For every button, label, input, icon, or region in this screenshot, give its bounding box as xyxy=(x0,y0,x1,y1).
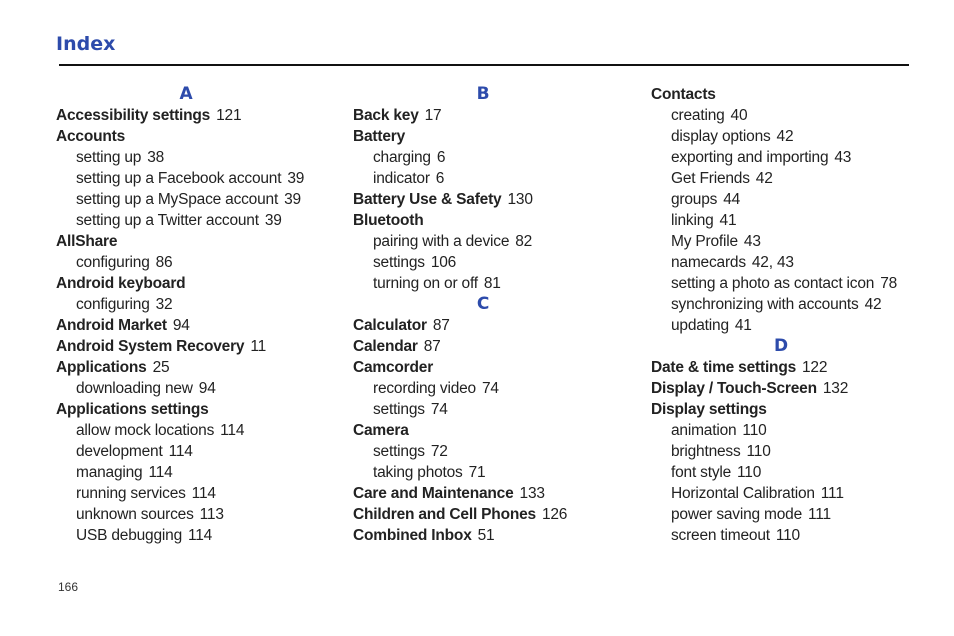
entry-page-ref: 38 xyxy=(147,149,165,166)
entry-page-ref: 114 xyxy=(148,464,173,481)
index-entry xyxy=(651,357,921,378)
entry-page-ref: 86 xyxy=(155,254,173,271)
entry-term: Care and Maintenance xyxy=(353,485,514,502)
entry-term: display options xyxy=(671,128,771,145)
index-subentry xyxy=(56,189,326,210)
index-entry xyxy=(353,504,623,525)
index-column-3 xyxy=(651,84,921,546)
page-title: Index xyxy=(56,33,116,55)
index-subentry xyxy=(353,441,623,462)
index-subentry xyxy=(651,231,921,252)
index-entry xyxy=(353,126,623,147)
index-subentry xyxy=(651,126,921,147)
entry-term: setting up xyxy=(76,149,142,166)
index-subentry xyxy=(353,462,623,483)
entry-term: Date & time settings xyxy=(651,359,797,376)
index-subentry xyxy=(353,378,623,399)
index-entry xyxy=(56,399,326,420)
index-subentry xyxy=(651,189,921,210)
index-subentry xyxy=(56,420,326,441)
entry-term: Display / Touch-Screen xyxy=(651,380,817,397)
section-letter: C xyxy=(476,294,490,314)
index-subentry xyxy=(56,294,326,315)
index-entry xyxy=(651,378,921,399)
entry-page-ref: 121 xyxy=(216,107,242,124)
entry-term: Contacts xyxy=(651,86,716,103)
entry-page-ref: 11 xyxy=(250,338,267,355)
entry-page-ref: 114 xyxy=(187,527,213,544)
index-entry xyxy=(353,483,623,504)
entry-term: groups xyxy=(671,191,718,208)
entry-term: allow mock locations xyxy=(76,422,215,439)
entry-page-ref: 113 xyxy=(199,506,224,523)
entry-term: Horizontal Calibration xyxy=(671,485,815,502)
section-letter: D xyxy=(774,336,788,356)
index-subentry xyxy=(56,378,326,399)
index-subentry xyxy=(353,168,623,189)
entry-term: Accessibility settings xyxy=(56,107,211,124)
entry-term: Accounts xyxy=(56,128,126,145)
index-entry xyxy=(353,336,623,357)
entry-term: linking xyxy=(671,212,714,229)
index-entry xyxy=(353,315,623,336)
index-subentry xyxy=(56,252,326,273)
entry-term: Combined Inbox xyxy=(353,527,472,544)
entry-page-ref: 51 xyxy=(477,527,495,544)
entry-term: exporting and importing xyxy=(671,149,829,166)
entry-term: namecards xyxy=(671,254,746,271)
index-subentry xyxy=(651,504,921,525)
entry-page-ref: 114 xyxy=(168,443,193,460)
index-subentry xyxy=(651,315,921,336)
entry-page-ref: 32 xyxy=(155,296,173,313)
entry-page-ref: 81 xyxy=(483,275,501,292)
index-entry xyxy=(353,357,623,378)
entry-page-ref: 42 xyxy=(755,170,773,187)
index-subentry xyxy=(651,168,921,189)
index-subentry xyxy=(56,483,326,504)
entry-term: Bluetooth xyxy=(353,212,424,229)
entry-page-ref: 114 xyxy=(220,422,245,439)
index-subentry xyxy=(56,525,326,546)
entry-term: managing xyxy=(76,464,143,481)
index-subentry xyxy=(353,252,623,273)
entry-page-ref: 72 xyxy=(430,443,448,460)
entry-term: Back key xyxy=(353,107,419,124)
entry-term: synchronizing with accounts xyxy=(671,296,859,313)
entry-page-ref: 42, 43 xyxy=(751,254,794,271)
entry-term: My Profile xyxy=(671,233,738,250)
entry-term: setting up a MySpace account xyxy=(76,191,279,208)
entry-page-ref: 132 xyxy=(822,380,849,397)
entry-term: Applications xyxy=(56,359,147,376)
entry-page-ref: 25 xyxy=(152,359,170,376)
entry-term: Children and Cell Phones xyxy=(353,506,536,523)
entry-page-ref: 87 xyxy=(432,317,450,334)
index-subentry xyxy=(651,483,921,504)
entry-term: brightness xyxy=(671,443,741,460)
index-subentry xyxy=(353,231,623,252)
entry-page-ref: 114 xyxy=(191,485,216,502)
entry-page-ref: 74 xyxy=(430,401,448,418)
entry-page-ref: 6 xyxy=(435,170,445,187)
entry-page-ref: 6 xyxy=(436,149,446,166)
entry-term: creating xyxy=(671,107,725,124)
entry-page-ref: 110 xyxy=(737,464,762,481)
index-subentry xyxy=(56,462,326,483)
entry-term: Display settings xyxy=(651,401,767,418)
entry-page-ref: 17 xyxy=(424,107,442,124)
entry-page-ref: 42 xyxy=(776,128,794,145)
entry-term: setting a photo as contact icon xyxy=(671,275,875,292)
index-entry xyxy=(651,399,921,420)
entry-term: Battery xyxy=(353,128,406,145)
entry-page-ref: 39 xyxy=(284,191,301,208)
entry-page-ref: 110 xyxy=(746,443,771,460)
index-entry xyxy=(56,126,326,147)
index-entry xyxy=(56,105,326,126)
entry-term: taking photos xyxy=(373,464,463,481)
entry-term: indicator xyxy=(373,170,430,187)
entry-term: running services xyxy=(76,485,186,502)
entry-page-ref: 130 xyxy=(507,191,533,208)
entry-page-ref: 111 xyxy=(820,485,844,502)
entry-term: Get Friends xyxy=(671,170,750,187)
index-subentry xyxy=(353,273,623,294)
index-subentry xyxy=(353,399,623,420)
index-subentry xyxy=(56,504,326,525)
entry-term: configuring xyxy=(76,296,150,313)
entry-term: Calendar xyxy=(353,338,418,355)
entry-page-ref: 74 xyxy=(481,380,499,397)
entry-page-ref: 39 xyxy=(287,170,305,187)
entry-term: downloading new xyxy=(76,380,193,397)
index-subentry xyxy=(56,210,326,231)
entry-term: Android keyboard xyxy=(56,275,186,292)
entry-term: Android System Recovery xyxy=(56,338,245,355)
index-subentry xyxy=(651,420,921,441)
entry-term: Camcorder xyxy=(353,359,434,376)
entry-page-ref: 87 xyxy=(423,338,441,355)
index-subentry xyxy=(56,147,326,168)
entry-term: Battery Use & Safety xyxy=(353,191,502,208)
entry-page-ref: 41 xyxy=(734,317,752,334)
index-subentry xyxy=(651,252,921,273)
entry-page-ref: 41 xyxy=(719,212,737,229)
entry-term: setting up a Twitter account xyxy=(76,212,259,229)
entry-page-ref: 110 xyxy=(742,422,767,439)
index-column-1 xyxy=(56,84,326,546)
index-entry xyxy=(56,357,326,378)
entry-term: power saving mode xyxy=(671,506,803,523)
index-subentry xyxy=(56,441,326,462)
entry-term: turning on or off xyxy=(373,275,478,292)
entry-page-ref: 122 xyxy=(802,359,828,376)
entry-term: USB debugging xyxy=(76,527,182,544)
entry-term: updating xyxy=(671,317,729,334)
entry-term: settings xyxy=(373,254,425,271)
entry-term: recording video xyxy=(373,380,476,397)
entry-page-ref: 40 xyxy=(730,107,748,124)
entry-term: font style xyxy=(671,464,732,481)
index-subentry xyxy=(651,525,921,546)
entry-page-ref: 43 xyxy=(834,149,852,166)
entry-page-ref: 82 xyxy=(515,233,533,250)
entry-page-ref: 42 xyxy=(864,296,882,313)
entry-term: pairing with a device xyxy=(373,233,510,250)
entry-term: Applications settings xyxy=(56,401,209,418)
entry-page-ref: 44 xyxy=(723,191,741,208)
entry-term: charging xyxy=(373,149,431,166)
index-entry xyxy=(56,336,326,357)
entry-page-ref: 111 xyxy=(808,506,831,523)
entry-term: setting up a Facebook account xyxy=(76,170,282,187)
entry-page-ref: 94 xyxy=(172,317,190,334)
entry-page-ref: 39 xyxy=(264,212,282,229)
entry-term: Camera xyxy=(353,422,409,439)
title-divider xyxy=(59,64,909,66)
entry-page-ref: 106 xyxy=(430,254,457,271)
entry-term: settings xyxy=(373,443,425,460)
index-entry xyxy=(56,273,326,294)
entry-page-ref: 126 xyxy=(541,506,568,523)
index-subentry xyxy=(651,210,921,231)
entry-term: screen timeout xyxy=(671,527,770,544)
index-subentry xyxy=(353,147,623,168)
index-subentry xyxy=(651,462,921,483)
index-subentry xyxy=(651,105,921,126)
index-subentry xyxy=(651,147,921,168)
entry-term: configuring xyxy=(76,254,150,271)
index-entry xyxy=(353,189,623,210)
index-entry xyxy=(353,210,623,231)
section-letter: B xyxy=(476,84,490,104)
entry-term: development xyxy=(76,443,163,460)
entry-term: unknown sources xyxy=(76,506,194,523)
index-subentry xyxy=(651,441,921,462)
page-number: 166 xyxy=(58,580,79,594)
index-entry xyxy=(353,420,623,441)
entry-page-ref: 78 xyxy=(880,275,898,292)
entry-term: settings xyxy=(373,401,425,418)
index-entry xyxy=(651,84,921,105)
entry-page-ref: 133 xyxy=(519,485,545,502)
entry-term: Calculator xyxy=(353,317,427,334)
entry-term: AllShare xyxy=(56,233,118,250)
entry-page-ref: 43 xyxy=(743,233,761,250)
index-subentry xyxy=(56,168,326,189)
index-entry xyxy=(56,231,326,252)
entry-page-ref: 71 xyxy=(468,464,486,481)
index-subentry xyxy=(651,294,921,315)
entry-term: animation xyxy=(671,422,737,439)
index-entry xyxy=(353,105,623,126)
index-subentry xyxy=(651,273,921,294)
index-column-2 xyxy=(353,84,623,546)
index-entry xyxy=(353,525,623,546)
entry-page-ref: 94 xyxy=(198,380,216,397)
entry-term: Android Market xyxy=(56,317,167,334)
index-entry xyxy=(56,315,326,336)
section-letter: A xyxy=(179,84,193,104)
entry-page-ref: 110 xyxy=(775,527,800,544)
